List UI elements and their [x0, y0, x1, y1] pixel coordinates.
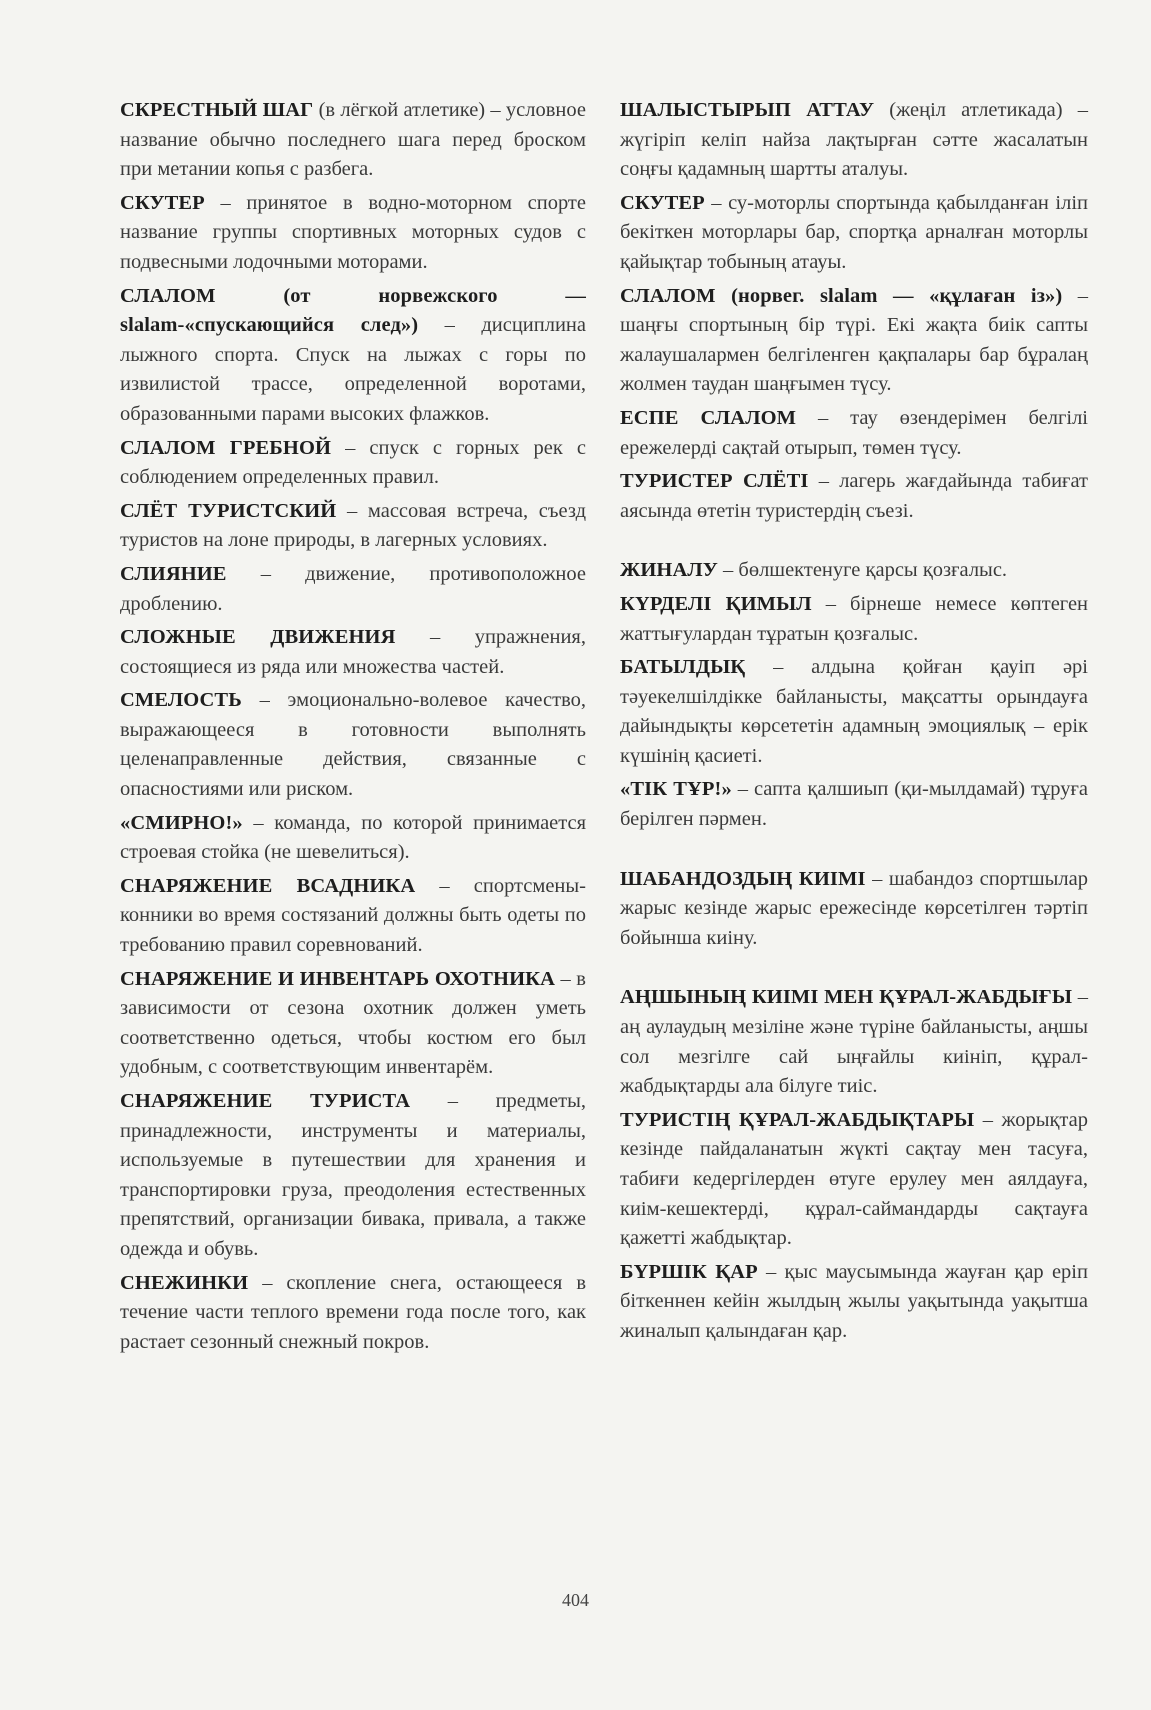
entry-definition: – қыс маусымында жауған қар еріп біткеннен кейін жылдың жылы уақытында уақытша жиналып қалындаған қар.: [620, 1260, 1088, 1342]
entry-term: БАТЫЛДЫҚ: [620, 656, 746, 679]
entry-definition: – сапта қалшиып (қи-мылдамай) тұруға берілген пәрмен.: [620, 778, 1088, 831]
dictionary-entry: [620, 556, 1088, 586]
dictionary-entry: [120, 1087, 586, 1265]
dictionary-entry: [620, 983, 1088, 1101]
entry-definition: (жеңіл атлетикада) – жүгіріп келіп найза лақтырған сәтте жасалатын соңғы қадамның шартты аталуы.: [620, 99, 1088, 181]
entry-definition: – предметы, принадлежности, инструменты и материалы, используемые в путешествии для хранения и транспортировки груза, преодоления естественных препятствий, организации бивака, привала, а также одежда и обувь.: [120, 1090, 586, 1260]
dictionary-entry: [120, 282, 586, 430]
entry-definition: – спортсмены-конники во время состязаний должны быть одеты по требованию правил соревнований.: [120, 874, 586, 957]
entry-definition: – лагерь жағдайында табиғат аясында өтетін туристердің съезі.: [620, 470, 1088, 522]
entry-term: СНАРЯЖЕНИЕ ТУРИСТА: [120, 1090, 411, 1112]
entry-term: «СМИРНО!»: [120, 811, 243, 834]
entry-term: ТУРИСТІҢ ҚҰРАЛ-ЖАБДЫҚТАРЫ: [620, 1108, 975, 1131]
entry-term: СЛОЖНЫЕ ДВИЖЕНИЯ: [120, 626, 396, 649]
dictionary-entry: [120, 965, 586, 1083]
entry-term: СКУТЕР: [620, 191, 705, 214]
dictionary-entry: [620, 653, 1088, 771]
entry-term: СЛАЛОМ (норвег. slalam — «құлаған із»): [620, 284, 1063, 307]
entry-term: СЛАЛОМ ГРЕБНОЙ: [120, 436, 332, 459]
right-column: [620, 96, 1088, 1351]
dictionary-entry: [620, 96, 1088, 185]
entry-term: ШАЛЫСТЫРЫП АТТАУ: [620, 99, 875, 121]
entry-term: ШАБАНДОЗДЫҢ КИІМІ: [620, 867, 866, 890]
entry-definition: – бөлшектенуге қарсы қозғалыс.: [717, 559, 1008, 582]
entry-term: СЛИЯНИЕ: [120, 562, 227, 585]
dictionary-entry: [620, 189, 1088, 278]
entry-definition: – тау өзендерімен белгілі ережелерді сақтай отырып, төмен түсу.: [620, 406, 1088, 459]
entry-definition: – дисциплина лыжного спорта. Спуск на лыжах с горы по извилистой трассе, определенной воротами, образованными парами высоких флажков.: [120, 314, 586, 425]
dictionary-entry: [620, 865, 1088, 954]
entry-definition: – массовая встреча, съезд туристов на лоне природы, в лагерных условиях.: [120, 499, 586, 552]
entry-term: ТУРИСТЕР СЛЁТІ: [620, 470, 809, 493]
entry-definition: – скопление снега, остающееся в течение части теплого времени года после того, как растает сезонный снежный покров.: [120, 1271, 586, 1353]
entry-term: «ТІК ТҰР!»: [620, 778, 732, 801]
dictionary-entry: [120, 809, 586, 868]
dictionary-entry: [620, 775, 1088, 834]
entry-definition: – аң аулаудың мезіліне және түріне байланысты, аңшы сол мезгілге сай ыңғайлы киініп, құрал-жабдықтарды ала білуге тиіс.: [620, 986, 1088, 1098]
entry-definition: – в зависимости от сезона охотник должен уметь соответственно одеться, чтобы костюм его был удобным, с соответствующим инвентарём.: [120, 967, 586, 1079]
entry-definition: – спуск с горных рек с соблюдением определенных правил.: [120, 436, 586, 489]
entry-definition: – алдына қойған қауіп әрі тәуекелшілдікке байланысты, мақсатты орындауға дайындықты көрсететін адамның эмоциялық – ерік күшінің қасиеті.: [620, 656, 1088, 767]
entry-term: СЛЁТ ТУРИСТСКИЙ: [120, 499, 337, 522]
dictionary-entry: [120, 560, 586, 619]
entry-definition: – жорықтар кезінде пайдаланатын жүкті сақтау мен тасуға, табиғи кедергілерден өтуге ерулеу мен аялдауға, киім-кешектерді, құрал-саймандарды сақтауға қажетті жабдықтар.: [620, 1108, 1088, 1250]
dictionary-entry: [620, 590, 1088, 649]
dictionary-entry: [620, 404, 1088, 463]
entry-term: ЕСПЕ СЛАЛОМ: [620, 406, 797, 429]
dictionary-entry: [120, 96, 586, 185]
dictionary-entry: [620, 1106, 1088, 1254]
entry-definition: – команда, по которой принимается строевая стойка (не шевелиться).: [120, 811, 586, 864]
entry-definition: – движение, противоположное дроблению.: [120, 562, 586, 615]
dictionary-entry: [120, 623, 586, 682]
entry-term: СНАРЯЖЕНИЕ И ИНВЕНТАРЬ ОХОТНИКА: [120, 967, 555, 990]
entry-term: СКУТЕР: [120, 191, 205, 214]
entry-definition: – эмоционально-волевое качество, выражающееся в готовности выполнять целенаправленные действия, связанные с опасностиями или риском.: [120, 689, 586, 801]
entry-definition: – су-моторлы спортында қабылданған іліп бекіткен моторлары бар, спортқа арналған моторлы қайықтар тобының атауы.: [620, 191, 1088, 273]
entry-term: КҮРДЕЛІ ҚИМЫЛ: [620, 592, 812, 615]
dictionary-entry: [120, 872, 586, 961]
entry-term: БҮРШІК ҚАР: [620, 1260, 758, 1283]
entry-term: ЖИНАЛУ: [620, 559, 718, 582]
dictionary-entry: [620, 282, 1088, 400]
entry-term: СЛАЛОМ (от норвежского —slalam-«спускающийся след»): [120, 284, 586, 337]
entry-term: СНАРЯЖЕНИЕ ВСАДНИКА: [120, 874, 416, 897]
dictionary-entry: [120, 686, 586, 804]
dictionary-entry: [120, 497, 586, 556]
entry-definition: – принятое в водно-моторном спорте название группы спортивных моторных судов с подвесными лодочными моторами.: [120, 191, 586, 273]
dictionary-entry: [620, 1258, 1088, 1347]
entry-term: СКРЕСТНЫЙ ШАГ: [120, 99, 314, 121]
entry-definition: – бірнеше немесе көптеген жаттығулардан тұратын қозғалыс.: [620, 592, 1089, 645]
entry-definition: – шабандоз спортшылар жарыс кезінде жарыс ережесінде көрсетілген тәртіп бойынша киіну.: [620, 867, 1089, 949]
entry-definition: – упражнения, состоящиеся из ряда или множества частей.: [120, 626, 586, 678]
page-number: 404: [562, 1590, 589, 1610]
dictionary-entry: [120, 434, 586, 493]
entry-term: СНЕЖИНКИ: [120, 1271, 249, 1294]
dictionary-entry: [120, 189, 586, 278]
entry-definition: (в лёгкой атлетике) – условное название обычно последнего шага перед броском при метании копья с разбега.: [120, 99, 586, 181]
dictionary-entry: [620, 467, 1088, 526]
entry-definition: – шаңғы спортының бір түрі. Екі жақта биік сапты жалаушалармен белгіленген қақпалары бар бұралаң жолмен таудан шаңғымен түсу.: [620, 284, 1088, 396]
left-column: [120, 96, 586, 1361]
dictionary-entry: [120, 1269, 586, 1358]
entry-term: АҢШЫНЫҢ КИІМІ МЕН ҚҰРАЛ-ЖАБДЫҒЫ: [620, 986, 1073, 1009]
entry-term: СМЕЛОСТЬ: [120, 689, 242, 712]
